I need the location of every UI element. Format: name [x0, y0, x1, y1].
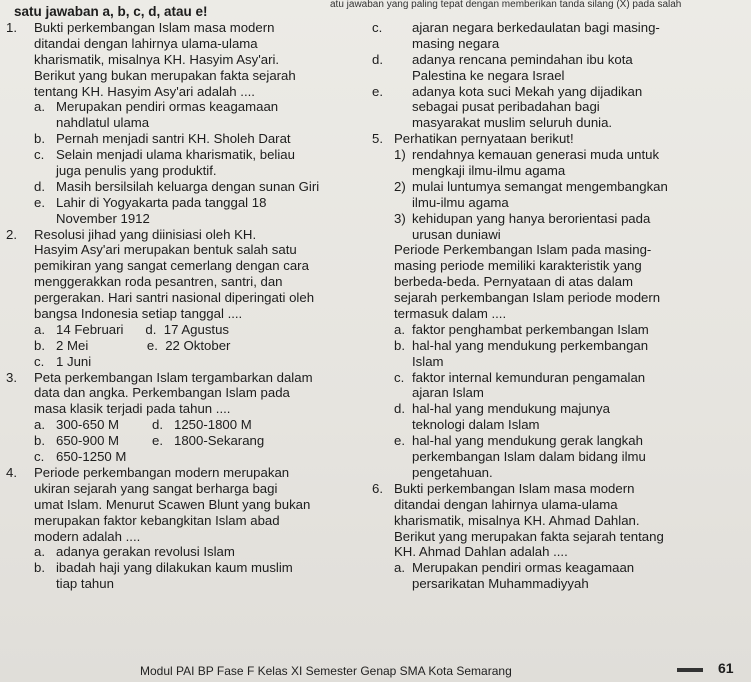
text-line: [6, 195, 368, 211]
text-line: [372, 370, 747, 386]
item-marker: b.: [34, 433, 45, 449]
item-text: Periode Perkembangan Islam pada masing-: [394, 242, 652, 258]
item-text: masing negara: [412, 35, 500, 51]
footer-module-title: Modul PAI BP Fase F Kelas XI Semester Genap SMA Kota Semarang: [140, 664, 512, 678]
item-text: KH. Ahmad Dahlan adalah ....: [394, 544, 568, 560]
text-line: [372, 84, 747, 100]
item-marker: 2): [394, 178, 406, 194]
item-text: Berikut yang merupakan fakta sejarah tentang: [394, 528, 664, 544]
text-line: [372, 417, 747, 433]
item-marker: 4.: [6, 464, 17, 480]
text-line: [372, 36, 747, 52]
text-line: [6, 560, 368, 576]
text-line: [6, 576, 368, 592]
text-line: [6, 544, 368, 560]
item-text: mengkaji ilmu-ilmu agama: [412, 163, 566, 179]
text-line: [6, 481, 368, 497]
item-text: pemikiran yang sangat cemerlang dengan cara: [34, 258, 309, 274]
item-text: ajaran Islam: [412, 385, 484, 401]
text-line: [372, 68, 747, 84]
item-marker: 2.: [6, 226, 17, 242]
item-text: faktor internal kemunduran pengamalan: [412, 369, 646, 385]
instruction-top-line: atu jawaban yang paling tepat dengan memberikan tanda silang (X) pada salah: [330, 0, 682, 10]
item-text: menggerakkan roda pesantren, santri, dan: [34, 274, 283, 290]
text-line: [372, 290, 747, 306]
item-text: Islam: [412, 353, 444, 369]
item-text: umat Islam. Menurut Scawen Blunt yang bukan: [34, 496, 311, 512]
text-line: [6, 52, 368, 68]
text-line: [6, 497, 368, 513]
item-text: kharismatik, misalnya KH. Ahmad Dahlan.: [394, 512, 640, 528]
text-line: [372, 211, 747, 227]
text-line: [372, 401, 747, 417]
text-line: [372, 52, 747, 68]
text-line: [6, 417, 368, 433]
page-number: 61: [718, 660, 734, 676]
item-marker: c.: [372, 20, 383, 35]
item-marker: 1.: [6, 20, 17, 35]
item-text: adanya rencana pemindahan ibu kota: [412, 51, 633, 67]
item-text: 650-1250 M: [56, 449, 127, 465]
text-line: [372, 465, 747, 481]
text-line: [372, 433, 747, 449]
item-text: ditandai dengan lahirnya ulama-ulama: [394, 496, 618, 512]
text-line: [6, 449, 368, 465]
item-marker: b.: [34, 337, 45, 353]
item-text: Palestina ke negara Israel: [412, 67, 565, 83]
item-text: persarikatan Muhammadiyyah: [412, 576, 589, 592]
item-marker: a.: [34, 417, 45, 433]
item-text: kehidupan yang hanya berorientasi pada: [412, 210, 651, 226]
item-text: 14 Februari d. 17 Agustus: [56, 321, 230, 337]
text-line: [6, 163, 368, 179]
item-text: Selain menjadi ulama kharismatik, beliau: [56, 147, 295, 163]
text-line: [372, 195, 747, 211]
item-text: November 1912: [56, 210, 150, 226]
item-text: Hasyim Asy'ari merupakan bentuk salah satu: [34, 242, 297, 258]
text-line: [6, 227, 368, 243]
item-text: masing periode memiliki karakteristik yang: [394, 258, 642, 274]
text-line: [6, 513, 368, 529]
item-marker: d.: [394, 401, 405, 417]
text-line: [372, 163, 747, 179]
text-line: [372, 306, 747, 322]
text-line: [372, 385, 747, 401]
page-footer: [0, 660, 751, 682]
text-line: [6, 274, 368, 290]
item-marker: c.: [34, 147, 45, 163]
item-text: data dan angka. Perkembangan Islam pada: [34, 385, 290, 401]
text-line: [6, 115, 368, 131]
text-line: [6, 242, 368, 258]
item-marker: a.: [394, 321, 405, 337]
item-marker: a.: [394, 560, 405, 576]
text-line: [6, 147, 368, 163]
item-marker: d.: [34, 178, 45, 194]
item-text: 300-650 M d. 1250-1800 M: [56, 417, 252, 433]
item-text: sejarah perkembangan Islam periode modern: [394, 290, 661, 306]
footer-divider: [677, 668, 703, 672]
item-marker: c.: [34, 353, 45, 369]
item-marker: b.: [394, 337, 405, 353]
text-line: [372, 242, 747, 258]
item-text: Merupakan pendiri ormas keagamaan: [56, 99, 279, 115]
item-marker: 5.: [372, 131, 383, 147]
text-line: [6, 385, 368, 401]
item-text: pengetahuan.: [412, 464, 493, 480]
text-line: [372, 560, 747, 576]
item-text: Periode perkembangan modern merupakan: [34, 464, 290, 480]
right-column: [372, 20, 747, 592]
text-line: [372, 20, 747, 36]
item-text: termasuk dalam ....: [394, 306, 507, 322]
item-marker: e.: [372, 83, 383, 99]
text-line: [372, 115, 747, 131]
item-marker: a.: [34, 321, 45, 337]
item-text: Peta perkembangan Islam tergambarkan dalam: [34, 369, 313, 385]
text-line: [6, 211, 368, 227]
item-text: hal-hal yang mendukung perkembangan: [412, 337, 649, 353]
text-line: [6, 433, 368, 449]
item-text: ukiran sejarah yang sangat berharga bagi: [34, 480, 278, 496]
text-line: [372, 179, 747, 195]
item-text: ibadah haji yang dilakukan kaum muslim: [56, 560, 293, 576]
item-marker: c.: [394, 369, 405, 385]
item-text: modern adalah ....: [34, 528, 141, 544]
text-line: [372, 99, 747, 115]
item-marker: b.: [34, 560, 45, 576]
text-line: [6, 36, 368, 52]
item-text: Masih bersilsilah keluarga dengan sunan Giri: [56, 178, 320, 194]
text-line: [6, 529, 368, 545]
item-marker: e.: [34, 194, 45, 210]
text-line: [372, 481, 747, 497]
item-marker: 3): [394, 210, 406, 226]
text-line: [6, 306, 368, 322]
text-line: [6, 99, 368, 115]
item-text: hal-hal yang mendukung gerak langkah: [412, 433, 643, 449]
text-line: [372, 147, 747, 163]
item-text: juga penulis yang produktif.: [56, 163, 217, 179]
item-text: bangsa Indonesia setiap tanggal ....: [34, 306, 243, 322]
item-text: nahdlatul ulama: [56, 115, 150, 131]
item-text: Perhatikan pernyataan berikut!: [394, 131, 574, 147]
text-line: [6, 179, 368, 195]
text-line: [372, 227, 747, 243]
item-text: 1 Juni: [56, 353, 92, 369]
item-text: Berikut yang bukan merupakan fakta sejarah: [34, 67, 296, 83]
item-text: teknologi dalam Islam: [412, 417, 540, 433]
item-marker: 6.: [372, 480, 383, 496]
item-marker: e.: [394, 433, 405, 449]
item-text: perkembangan Islam dalam bidang ilmu: [412, 449, 646, 465]
item-text: mulai luntumya semangat mengembangkan: [412, 178, 668, 194]
instruction-header: satu jawaban a, b, c, d, atau e!: [14, 4, 208, 19]
item-text: berbeda-beda. Pernyataan di atas dalam: [394, 274, 634, 290]
text-line: [6, 84, 368, 100]
text-line: [372, 544, 747, 560]
item-marker: 1): [394, 147, 406, 163]
text-line: [372, 497, 747, 513]
item-text: faktor penghambat perkembangan Islam: [412, 321, 649, 337]
item-text: sebagai pusat peribadahan bagi: [412, 99, 600, 115]
item-text: kharismatik, misalnya KH. Hasyim Asy'ari.: [34, 51, 280, 67]
item-marker: a.: [34, 99, 45, 115]
item-text: tiap tahun: [56, 576, 114, 592]
text-line: [372, 274, 747, 290]
text-line: [6, 131, 368, 147]
item-text: Bukti perkembangan Islam masa modern: [394, 480, 635, 496]
text-line: [372, 513, 747, 529]
item-marker: 3.: [6, 369, 17, 385]
item-text: tentang KH. Hasyim Asy'ari adalah ....: [34, 83, 255, 99]
text-line: [6, 258, 368, 274]
text-line: [6, 20, 368, 36]
item-marker: b.: [34, 131, 45, 147]
item-text: Merupakan pendiri ormas keagamaan: [412, 560, 635, 576]
text-line: [372, 576, 747, 592]
item-text: ditandai dengan lahirnya ulama-ulama: [34, 35, 258, 51]
item-text: ilmu-ilmu agama: [412, 194, 509, 210]
text-line: [6, 465, 368, 481]
item-text: Pernah menjadi santri KH. Sholeh Darat: [56, 131, 291, 147]
text-line: [6, 338, 368, 354]
text-line: [372, 258, 747, 274]
text-line: [372, 449, 747, 465]
item-text: urusan duniawi: [412, 226, 501, 242]
item-text: hal-hal yang mendukung majunya: [412, 401, 610, 417]
text-line: [372, 354, 747, 370]
item-marker: a.: [34, 544, 45, 560]
text-line: [6, 290, 368, 306]
item-text: masyarakat muslim seluruh dunia.: [412, 115, 613, 131]
item-text: 650-900 M e. 1800-Sekarang: [56, 433, 265, 449]
item-text: Resolusi jihad yang diinisiasi oleh KH.: [34, 226, 257, 242]
item-text: rendahnya kemauan generasi muda untuk: [412, 147, 660, 163]
text-line: [6, 354, 368, 370]
left-column: [6, 20, 368, 592]
text-line: [372, 338, 747, 354]
item-text: 2 Mei e. 22 Oktober: [56, 337, 231, 353]
item-text: adanya gerakan revolusi Islam: [56, 544, 235, 560]
item-marker: c.: [34, 449, 45, 465]
item-text: pergerakan. Hari santri nasional diperingati oleh: [34, 290, 315, 306]
text-line: [6, 68, 368, 84]
item-text: ajaran negara berkedaulatan bagi masing-: [412, 20, 660, 35]
item-text: masa klasik terjadi pada tahun ....: [34, 401, 231, 417]
text-line: [6, 401, 368, 417]
text-line: [6, 370, 368, 386]
item-text: merupakan faktor kebangkitan Islam abad: [34, 512, 280, 528]
item-marker: d.: [372, 51, 383, 67]
text-line: [6, 322, 368, 338]
text-line: [372, 131, 747, 147]
item-text: Lahir di Yogyakarta pada tanggal 18: [56, 194, 267, 210]
item-text: adanya kota suci Mekah yang dijadikan: [412, 83, 643, 99]
text-line: [372, 322, 747, 338]
text-line: [372, 529, 747, 545]
item-text: Bukti perkembangan Islam masa modern: [34, 20, 275, 35]
